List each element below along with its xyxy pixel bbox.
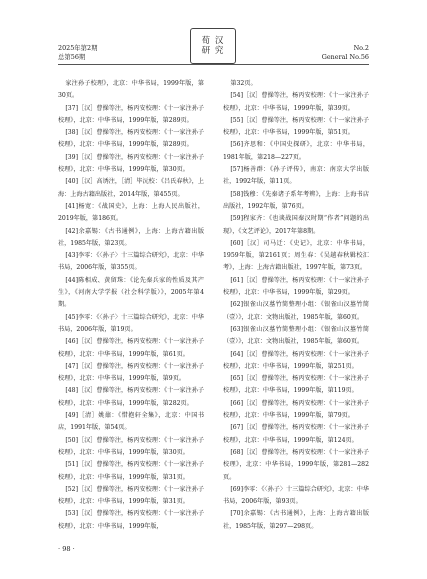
journal-header bbox=[0, 0, 427, 70]
reference-entry: [60]［汉］司马迁：《史记》，北京：中华书局，1959年版，第2161页；周生春：《吴越春秋辑校汇考》，上海：上海古籍出版社，1997年版，第73页。 bbox=[223, 239, 369, 272]
journal-logo bbox=[190, 28, 236, 64]
reference-entry: [64]［汉］曹操等注，杨丙安校理：《十一家注孙子校理》，北京：中华书局，1999年版，第251页。 bbox=[223, 350, 369, 370]
references-right-column bbox=[223, 78, 369, 533]
header-divider bbox=[58, 64, 369, 65]
reference-entry: [70]余嘉锡：《古书通例》，上海：上海古籍出版社，1985年版，第297—298页。 bbox=[223, 510, 369, 530]
reference-entry: [68]［汉］曹操等注，杨丙安校理：《十一家注孙子校理》，北京：中华书局，1999年版，第281—282页。 bbox=[223, 448, 369, 481]
reference-entry: [43]李零：《〈孙子〉十三篇综合研究》，北京：中华书局，2006年版，第355页。 bbox=[58, 252, 204, 272]
reference-entry: [45]李零：《〈孙子〉十三篇综合研究》，北京：中华书局，2006年版，第19页。 bbox=[58, 313, 204, 333]
issue-info-en bbox=[322, 44, 369, 62]
reference-entry: [37]［汉］曹操等注，杨丙安校理：《十一家注孙子校理》，北京：中华书局，1999年版，第289页。 bbox=[58, 104, 204, 124]
reference-entry: [65]［汉］曹操等注，杨丙安校理：《十一家注孙子校理》，北京：中华书局，1999年版，第119页。 bbox=[223, 375, 369, 395]
reference-entry: [58]钱穆：《先秦诸子系年考辨》，上海：上海书店出版社，1992年版，第76页。 bbox=[223, 190, 369, 210]
page-number: · 98 · bbox=[58, 545, 75, 553]
reference-entry: 第32页。 bbox=[230, 80, 257, 87]
reference-entry: [40]［汉］高诱注，［清］毕沅校：《吕氏春秋》，上海：上海古籍出版社，2014年版，第455页。 bbox=[58, 178, 204, 198]
reference-entry: [55]［汉］曹操等注，杨丙安校理：《十一家注孙子校理》，北京：中华书局，1999年版，第51页。 bbox=[223, 116, 369, 137]
reference-entry: [46]［汉］曹操等注，杨丙安校理：《十一家注孙子校理》，北京：中华书局，1999年版，第61页。 bbox=[58, 338, 204, 358]
reference-entry: [56]齐思和：《中国史探研》，北京：中华书局，1981年版，第218—227页。 bbox=[223, 141, 369, 161]
reference-entry: [51]［汉］曹操等注，杨丙安校理：《十一家注孙子校理》，北京：中华书局，1999年版，第31页。 bbox=[58, 461, 204, 481]
reference-entry: [47]［汉］曹操等注，杨丙安校理：《十一家注孙子校理》，北京：中华书局，1999年版，第9页。 bbox=[58, 362, 204, 383]
reference-entry: [44]陈相成、黄留珠：《论先秦兵家的性质及其产生》，《河南大学学报（社会科学版）》，2005年第4期。 bbox=[58, 276, 204, 309]
reference-entry: [54]［汉］曹操等注，杨丙安校理：《十一家注孙子校理》，北京：中华书局，1999年版，第39页。 bbox=[223, 92, 369, 112]
reference-entry: [67]［汉］曹操等注，杨丙安校理：《十一家注孙子校理》，北京：中华书局，1999年版，第124页。 bbox=[223, 424, 369, 444]
reference-entry: [48]［汉］曹操等注，杨丙安校理：《十一家注孙子校理》，北京：中华书局，1999年版，第282页。 bbox=[58, 387, 204, 407]
logo-text-top: 荀 汉 bbox=[201, 36, 225, 46]
reference-entry: [53]［汉］曹操等注，杨丙安校理：《十一家注孙子校理》，北京：中华书局，1999年版， bbox=[58, 510, 204, 530]
reference-entry: [61]［汉］曹操等注，杨丙安校理：《十一家注孙子校理》，北京：中华书局，1999年版，第29页。 bbox=[223, 276, 369, 297]
issue-number-en: No.2 bbox=[353, 44, 369, 52]
reference-entry: [57]杨善群：《孙子评传》，南京：南京大学出版社，1992年版，第11页。 bbox=[223, 166, 369, 186]
reference-entry: [42]余嘉锡：《古书通例》，上海：上海古籍出版社，1985年版，第23页。 bbox=[58, 227, 204, 247]
reference-entry: [49]［清］姚鼐：《惜抱轩全集》，北京：中国书店，1991年版，第54页。 bbox=[58, 412, 204, 432]
reference-entry: 家注孙子校理》，北京：中华书局，1999年版，第30页。 bbox=[58, 80, 204, 100]
reference-entry: [63]银雀山汉墓竹简整理小组：《银雀山汉墓竹简（壹）》，北京：文物出版社，1985年版，第60页。 bbox=[223, 325, 369, 346]
general-number-en: General No.56 bbox=[321, 53, 369, 61]
issue-info-cn bbox=[58, 44, 98, 62]
reference-entry: [59]程家齐：《也谈战国秦汉时期“作者”问题的出现》，《文艺评论》，2017年第8期。 bbox=[223, 215, 369, 235]
issue-number-cn: 2025年第2期 bbox=[58, 44, 98, 52]
reference-entry: [39]［汉］曹操等注，杨丙安校理：《十一家注孙子校理》，北京：中华书局，1999年版，第30页。 bbox=[58, 153, 204, 174]
reference-entry: [66]［汉］曹操等注，杨丙安校理：《十一家注孙子校理》，北京：中华书局，1999年版，第79页。 bbox=[223, 399, 369, 420]
reference-entry: [38]［汉］曹操等注，杨丙安校理：《十一家注孙子校理》，北京：中华书局，1999年版，第289页。 bbox=[58, 129, 204, 149]
references-left-column bbox=[58, 78, 204, 533]
reference-entry: [62]银雀山汉墓竹简整理小组：《银雀山汉墓竹简（壹）》，北京：文物出版社，1985年版，第60页。 bbox=[223, 301, 369, 321]
reference-entry: [52]［汉］曹操等注，杨丙安校理：《十一家注孙子校理》，北京：中华书局，1999年版，第31页。 bbox=[58, 485, 204, 506]
reference-entry: [50]［汉］曹操等注，杨丙安校理：《十一家注孙子校理》，北京：中华书局，1999年版，第30页。 bbox=[58, 436, 204, 456]
general-number-cn: 总第56期 bbox=[58, 53, 86, 61]
reference-entry: [69]李零：《〈孙子〉十三篇综合研究》，北京：中华书局，2006年版，第93页。 bbox=[223, 485, 369, 506]
logo-text-bottom: 研 究 bbox=[201, 46, 225, 56]
reference-entry: [41]杨宽：《战国史》，上海：上海人民出版社，2019年版，第186页。 bbox=[58, 202, 204, 223]
